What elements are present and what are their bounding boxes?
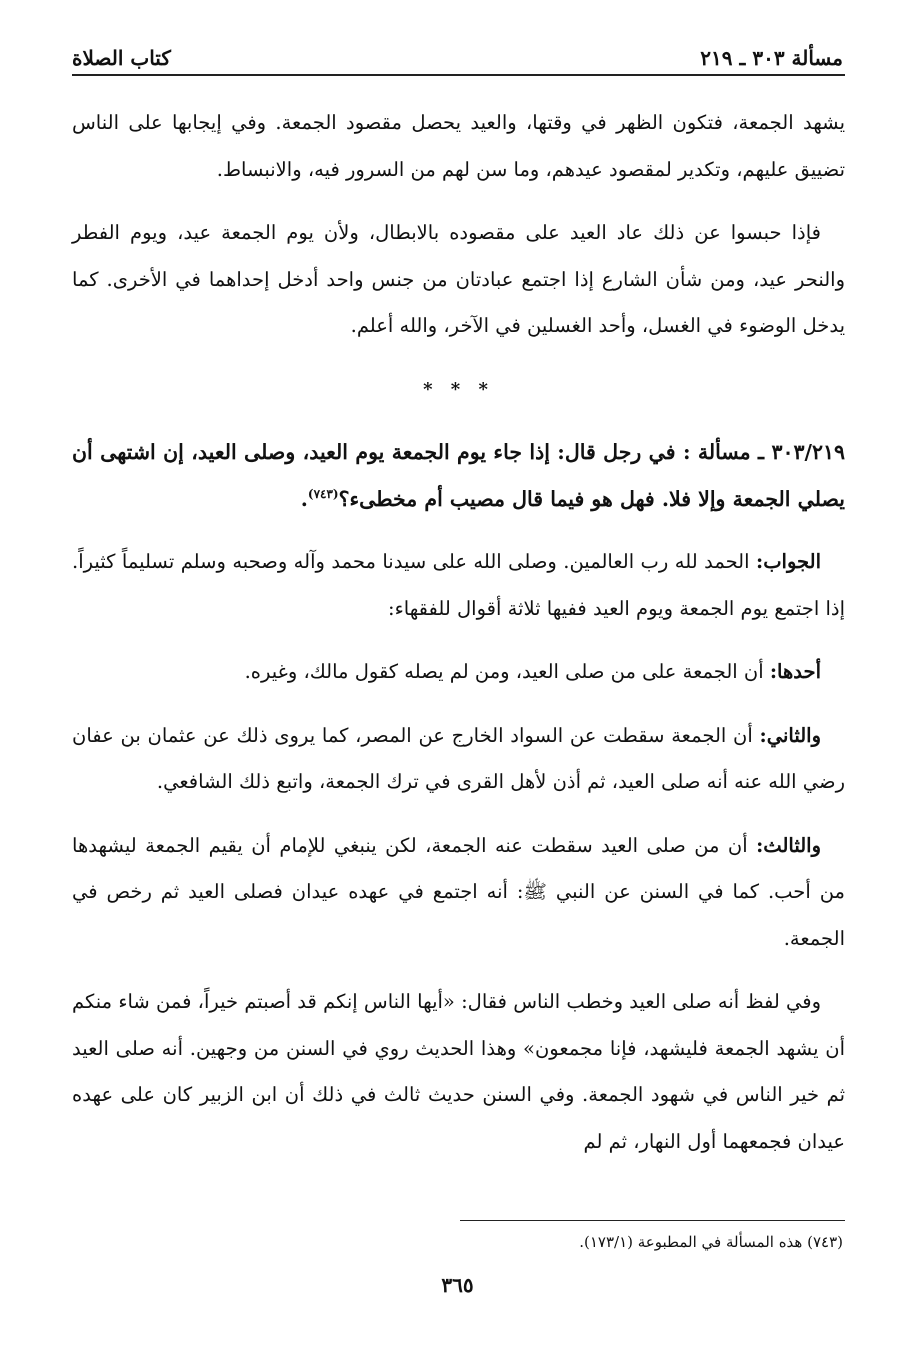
- opinion-third-text: أن من صلى العيد سقطت عنه الجمعة، لكن ينبغي للإمام أن يقيم الجمعة ليشهدها من أحب. كما في السنن عن النبي ﷺ: أنه اجتمع في عهده عيدان فصلى العيد ثم رخص في الجمعة.: [72, 833, 845, 950]
- paragraph-hadith: وفي لفظ أنه صلى العيد وخطب الناس فقال: «أيها الناس إنكم قد أصبتم خيراً، فمن شاء منكم أن يشهد الجمعة فليشهد، فإنا مجمعون» وهذا الحديث روي في السنن من وجهين. أنه صلى العيد ثم خير الناس في شهود الجمعة. وفي السنن حديث ثالث في ذلك أن ابن الزبير كان على عهده عيدان فجمعهما أول النهار، ثم لم: [72, 990, 845, 1153]
- answer-text: الحمد لله رب العالمين. وصلى الله على سيدنا محمد وآله وصحبه وسلم تسليماً كثيراً. إذا اجتمع يوم الجمعة ويوم العيد ففيها ثلاثة أقوال للفقهاء:: [72, 550, 845, 620]
- question-end: .: [300, 486, 308, 511]
- issue-reference: مسألة ٣٠٣ ـ ٢١٩: [700, 46, 843, 70]
- question-paragraph: [72, 429, 845, 522]
- page-number: ٣٦٥: [441, 1273, 474, 1297]
- question-number: ٣٠٣/٢١٩ ـ مسألة :: [682, 440, 845, 464]
- running-header: [72, 36, 843, 70]
- question-text: في رجل قال: إذا جاء يوم الجمعة يوم العيد، وصلى العيد، إن اشتهى أن يصلي الجمعة وإلا فلا. فهل هو فيما قال مصيب أم مخطىء؟: [72, 440, 845, 511]
- answer-lead: الجواب:: [756, 550, 821, 573]
- opinion-first-text: أن الجمعة على من صلى العيد، ومن لم يصله كقول مالك، وغيره.: [244, 660, 770, 683]
- opinion-second-text: أن الجمعة سقطت عن السواد الخارج عن المصر، كما يروى ذلك عن عثمان بن عفان رضي الله عنه أنه صلى العيد، ثم أذن لأهل القرى في ترك الجمعة، واتبع ذلك الشافعي.: [72, 723, 845, 793]
- opinion-second-lead: والثاني:: [759, 723, 821, 747]
- main-text: [72, 100, 845, 1182]
- opinion-third: [72, 823, 845, 963]
- opinion-first: [72, 649, 845, 696]
- header-rule: [72, 74, 845, 76]
- opinion-third-lead: والثالث:: [756, 833, 821, 857]
- footnote: (٧٤٣) هذه المسألة في المطبوعة (١٧٣/١).: [579, 1233, 843, 1251]
- footnote-rule: [460, 1220, 845, 1221]
- answer-paragraph: [72, 539, 845, 632]
- section-separator: * * *: [423, 378, 494, 400]
- section-title: كتاب الصلاة: [72, 46, 171, 70]
- footnote-marker: (٧٤٣): [307, 486, 339, 501]
- opinion-first-lead: أحدها:: [769, 660, 821, 683]
- paragraph: فإذا حبسوا عن ذلك عاد العيد على مقصوده بالابطال، ولأن يوم الجمعة عيد، ويوم الفطر والنحر عيد، ومن شأن الشارع إذا اجتمع عبادتان من جنس واحد أدخل إحداهما في الأخرى. كما يدخل الوضوء في الغسل، وأحد الغسلين في الآخر، والله أعلم.: [72, 221, 845, 337]
- opinion-second: [72, 713, 845, 806]
- paragraph-continuation: يشهد الجمعة، فتكون الظهر في وقتها، والعيد يحصل مقصود الجمعة. وفي إيجابها على الناس تضييق عليهم، وتكدير لمقصود عيدهم، وما سن لهم من السرور فيه، والانبساط.: [72, 111, 845, 181]
